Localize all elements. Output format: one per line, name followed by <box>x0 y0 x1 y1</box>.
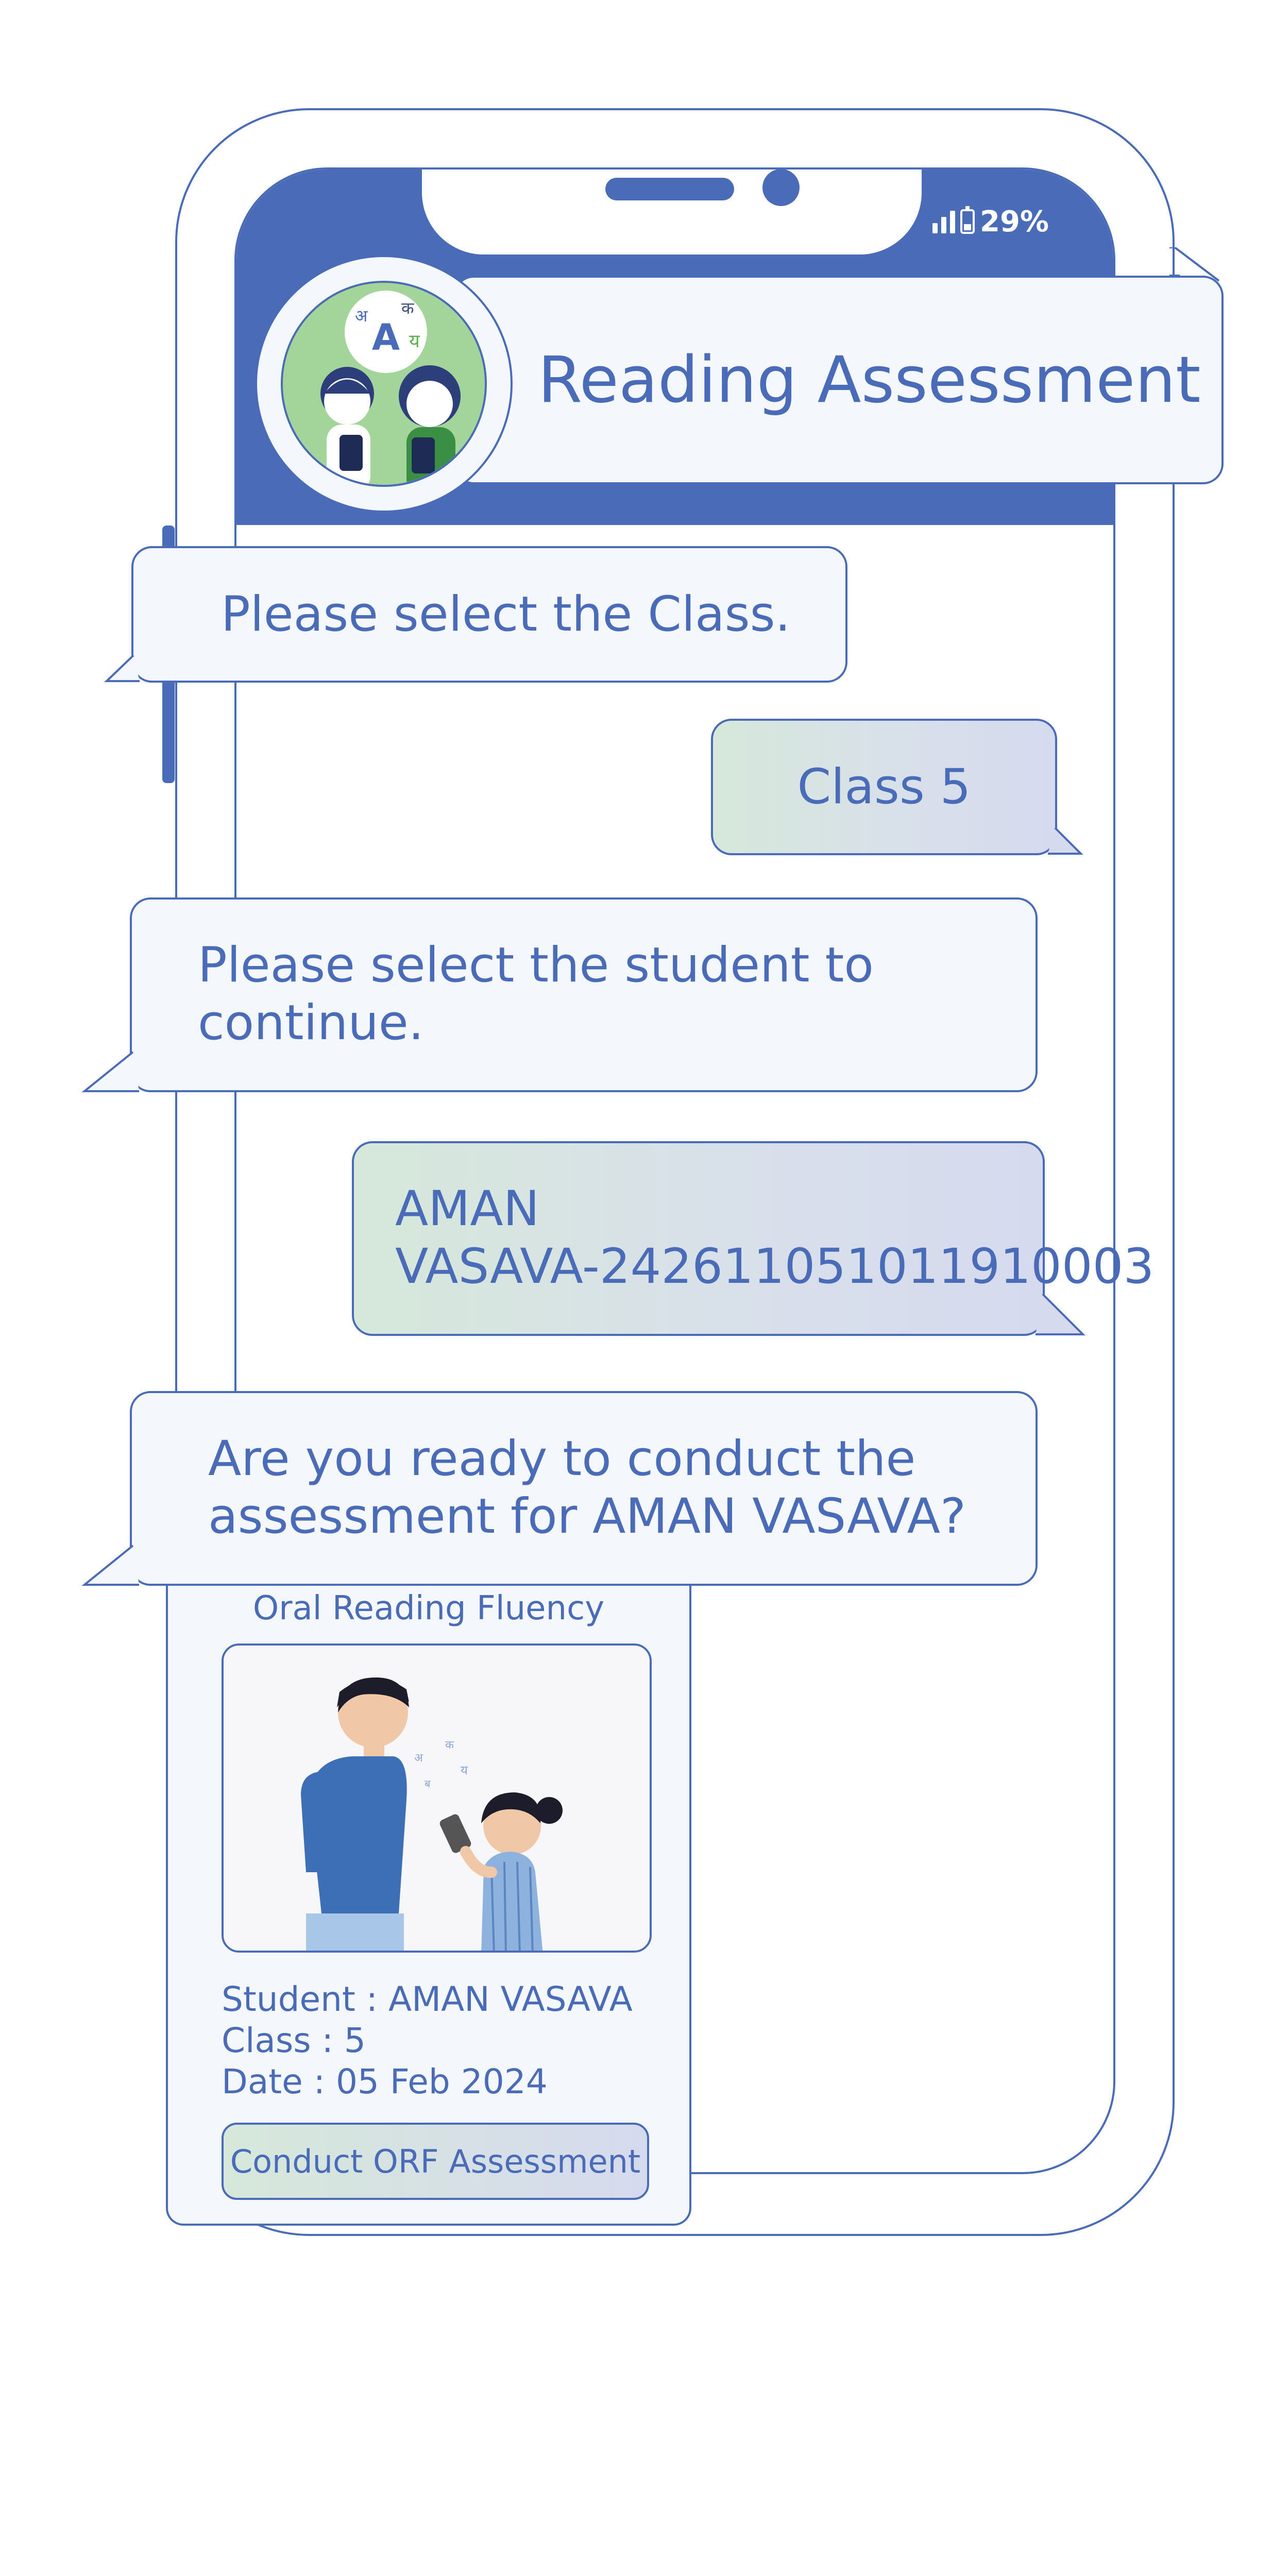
user-reply-line: VASAVA-242611051011910003 <box>395 1239 1155 1295</box>
card-date: Date : 05 Feb 2024 <box>222 2062 548 2102</box>
svg-text:क: क <box>401 298 414 318</box>
svg-text:A: A <box>371 316 400 359</box>
title-card <box>453 276 1224 484</box>
conduct-orf-assessment-button[interactable]: Conduct ORF Assessment <box>222 2123 649 2200</box>
svg-text:य: य <box>409 331 420 352</box>
bubble-tail <box>1047 827 1083 856</box>
bot-message-text: Please select the Class. <box>221 586 791 642</box>
front-camera <box>762 169 800 206</box>
bot-message-ready <box>130 1391 1038 1586</box>
bubble-tail <box>106 654 142 683</box>
bot-message-select-class <box>131 546 847 683</box>
bot-message-line: Please select the student to <box>198 937 874 993</box>
svg-text:अ: अ <box>355 306 368 326</box>
status-bar <box>932 201 1049 242</box>
user-reply-class <box>711 719 1057 855</box>
user-reply-student <box>352 1141 1155 1336</box>
card-title: Oral Reading Fluency <box>252 1589 605 1628</box>
svg-text:ब: ब <box>425 1777 431 1790</box>
card-class: Class : 5 <box>222 2021 366 2060</box>
bubble-tail <box>1034 1293 1086 1337</box>
title-card-tab <box>1169 276 1226 327</box>
user-reply-line: AMAN <box>395 1181 540 1237</box>
svg-text:य: य <box>461 1763 468 1777</box>
svg-text:क: क <box>445 1739 454 1752</box>
svg-text:अ: अ <box>414 1752 423 1765</box>
bubble-tail <box>82 1545 142 1587</box>
battery-charging-icon <box>960 209 975 234</box>
card-student: Student : AMAN VASAVA <box>222 1979 633 2019</box>
bubble-tail <box>82 1051 142 1093</box>
bot-message-select-student <box>130 897 1038 1092</box>
user-reply-text: Class 5 <box>797 758 971 815</box>
signal-bars-icon <box>932 210 955 233</box>
speaker-grille <box>605 178 734 200</box>
battery-percentage: 29% <box>980 205 1049 239</box>
teacher-student-reading-illustration <box>222 1643 652 1953</box>
bot-message-line: assessment for AMAN VASAVA? <box>208 1488 966 1545</box>
bot-message-line: continue. <box>198 995 424 1051</box>
bot-message-line: Are you ready to conduct the <box>208 1431 916 1487</box>
page-title: Reading Assessment <box>538 343 1201 417</box>
students-languages-logo-icon <box>281 281 487 487</box>
